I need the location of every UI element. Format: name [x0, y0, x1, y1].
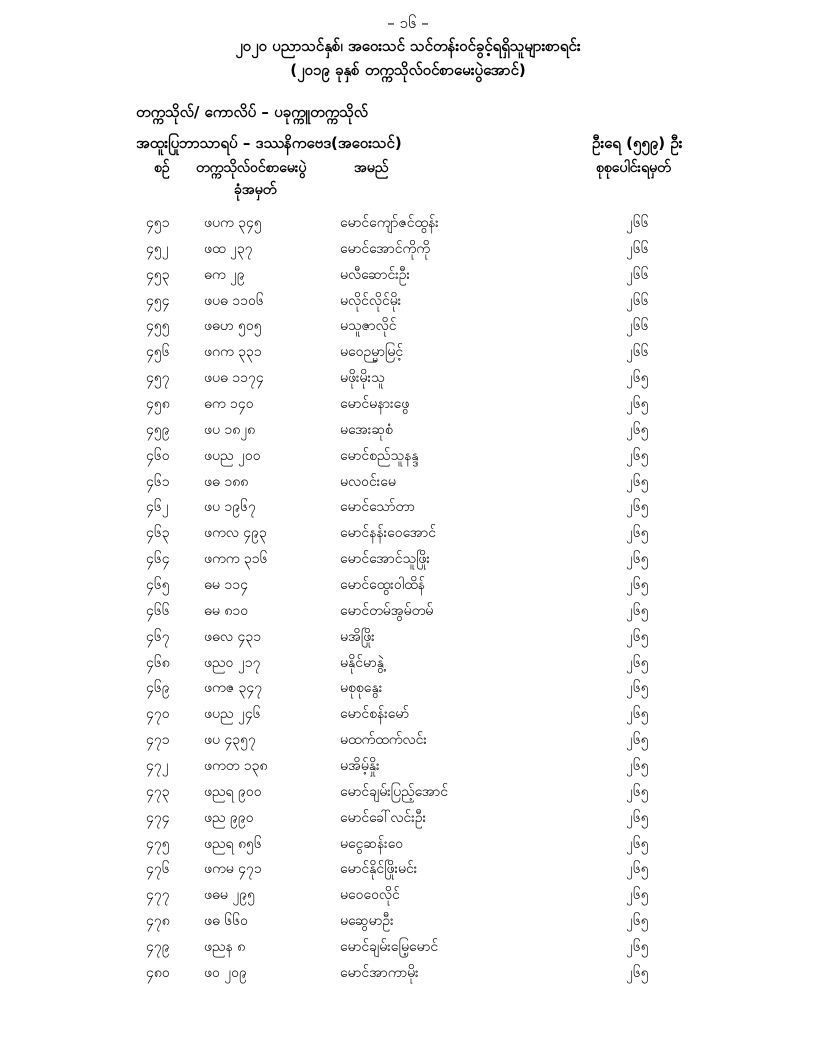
student-name: မသူဇာလိုင်: [340, 318, 397, 335]
total-marks: ၂၆၆: [626, 240, 649, 257]
table-row: [0, 909, 816, 935]
total-marks: ၂၆၆: [626, 318, 649, 335]
row-number: ၄၆၀: [146, 447, 170, 464]
row-number: ၄၆၄: [146, 551, 170, 568]
student-name: မလိုင်လိုင်မိုး: [340, 292, 402, 309]
total-marks: ၂၆၆: [626, 266, 649, 283]
table-row: [0, 495, 816, 521]
student-name: မအေးဆုစံ: [340, 421, 393, 438]
total-marks: ၂၆၅: [626, 861, 649, 878]
total-marks: ၂၆၅: [626, 525, 649, 542]
total-marks: ၂၆၅: [626, 964, 649, 981]
total-marks: ၂၆၅: [626, 939, 649, 956]
column-header-roll-line2: ခုံအမှတ်: [234, 182, 277, 198]
total-marks: ၂၆၅: [626, 732, 649, 749]
roll-number: ဖကက ၃၁၆: [204, 551, 268, 568]
row-number: ၄၇၈: [146, 913, 170, 930]
roll-number: ဓမ ၈၁၀: [204, 602, 249, 619]
student-name: မောင်နန်းဝေအောင်: [340, 525, 437, 542]
table-row: [0, 883, 816, 909]
student-name: မောင်သော်တာ: [340, 499, 415, 516]
total-marks: ၂၆၅: [626, 396, 649, 413]
row-number: ၄၇၆: [146, 861, 170, 878]
table-row: [0, 340, 816, 366]
roll-number: ဖည ၉၉၀: [204, 809, 254, 826]
table-row: [0, 599, 816, 625]
student-name: မအိဖြိုး: [340, 628, 375, 645]
page-number: – ၁၆ –: [387, 14, 429, 32]
table-row: [0, 702, 816, 728]
table-row: [0, 289, 816, 315]
row-number: ၄၆၈: [146, 654, 170, 671]
table-row: [0, 521, 816, 547]
student-name: မစုစုနွေး: [340, 680, 383, 697]
subject-label: အထူးပြုဘာသာရပ် – ဒဿနိကဗေဒ(အဝေးသင်): [136, 134, 402, 152]
row-number: ၄၆၉: [146, 680, 170, 697]
roll-number: ဖကဇ ၃၄၇: [204, 680, 263, 697]
total-marks: ၂၆၅: [626, 499, 649, 516]
roll-number: ဖပ ၄၃၅၇: [204, 732, 256, 749]
table-row: [0, 676, 816, 702]
roll-number: ဖဓမ ၂၉၅: [204, 887, 255, 904]
total-marks: ၂၆၅: [626, 421, 649, 438]
row-number: ၄၆၂: [146, 499, 169, 516]
table-row: [0, 418, 816, 444]
student-name: မောင်ထွေးဝါထိန်: [340, 577, 425, 594]
roll-number: ဖပ ၁၉၆၇: [204, 499, 256, 516]
total-marks: ၂၆၅: [626, 577, 649, 594]
table-row: [0, 547, 816, 573]
roll-number: ဓမ ၁၁၄: [204, 577, 248, 594]
total-marks: ၂၆၅: [626, 370, 649, 387]
row-number: ၄၆၅: [146, 577, 170, 594]
roll-number: ဖဓလ ၄၃၁: [204, 628, 262, 645]
row-number: ၄၅၅: [146, 318, 170, 335]
total-marks: ၂၆၆: [626, 344, 649, 361]
total-marks: ၂၆၅: [626, 551, 649, 568]
column-header-roll: တက္ကသိုလ်ဝင်စာမေးပွဲ: [196, 160, 307, 176]
row-number: ၄၅၂: [146, 240, 169, 257]
student-name: မဆွေမာဦး: [340, 913, 394, 930]
total-marks: ၂၆၅: [626, 473, 649, 490]
roll-number: ဖဓဟ ၅၀၅: [204, 318, 262, 335]
row-number: ၄၅၃: [146, 266, 170, 283]
table-row: [0, 651, 816, 677]
student-name: မောင်တမ်အွမ်တမ်: [340, 602, 434, 619]
roll-number: ဖပည ၂၄၆: [204, 706, 261, 723]
total-marks: ၂၆၅: [626, 835, 649, 852]
roll-number: ဖညဝ ၂၁၇: [204, 654, 261, 671]
total-marks: ၂၆၅: [626, 783, 649, 800]
table-row: [0, 625, 816, 651]
table-row: [0, 237, 816, 263]
table-row: [0, 366, 816, 392]
student-name: မောင်ကျော်ဇင်ထွန်း: [340, 215, 439, 231]
total-marks: ၂၆၅: [626, 447, 649, 464]
student-name: မငွေဆန်းဝေ: [340, 835, 404, 852]
row-number: ၄၇၃: [146, 783, 170, 800]
university-label: တက္ကသိုလ်/ ကောလိပ် – ပခုက္ကူတက္ကသိုလ်: [136, 103, 368, 121]
student-name: မောင်ခေါ်လင်းဦး: [340, 809, 427, 826]
student-name: မအိမ့်နှိုး: [340, 758, 380, 775]
row-number: ၄၇၇: [146, 887, 170, 904]
row-number: ၄၆၁: [146, 473, 170, 490]
table-row: [0, 444, 816, 470]
total-marks: ၂၆၆: [626, 215, 649, 231]
table-row: [0, 806, 816, 832]
table-row: [0, 573, 816, 599]
row-number: ၄၅၉: [146, 421, 170, 438]
total-marks: ၂၆၅: [626, 809, 649, 826]
roll-number: ဖညရ ၉၀၀: [204, 783, 262, 800]
student-name: မောင်စန်းမော်: [340, 706, 410, 723]
student-name: မနိုင်မာနွဲ့: [340, 654, 384, 671]
row-number: ၄၅၆: [146, 344, 170, 361]
student-name: မောင်နိုင်ဖြိုးမင်း: [340, 861, 418, 878]
roll-number: ဖကမ ၄၇၁: [204, 861, 262, 878]
roll-number: ဓက ၁၄၀: [204, 396, 254, 413]
roll-number: ဖဝ ၂၀၉: [204, 964, 247, 981]
student-name: မောင်ချမ်းပြည့်အောင်: [340, 783, 449, 800]
row-number: ၄၇၀: [146, 706, 170, 723]
roll-number: ဖဂက ၃၃၁: [204, 344, 262, 361]
row-number: ၄၅၇: [146, 370, 170, 387]
roll-number: ဖညန ၈: [204, 939, 246, 956]
roll-number: ဖပဓ ၁၁၇၄: [204, 370, 264, 387]
roll-number: ဖပ ၁၈၂၈: [204, 421, 256, 438]
total-marks: ၂၆၅: [626, 887, 649, 904]
student-name: မဝေဝေလိုင်: [340, 887, 400, 904]
student-name: မလီဆောင်းဦး: [340, 266, 411, 283]
table-row: [0, 832, 816, 858]
roll-number: ဖပည ၂၀၀: [204, 447, 261, 464]
total-marks: ၂၆၅: [626, 706, 649, 723]
student-name: မလဝင်းမေ: [340, 473, 396, 490]
roll-number: ဖပက ၃၄၅: [204, 215, 262, 231]
row-number: ၄၇၅: [146, 835, 170, 852]
column-header-name: အမည်: [354, 160, 389, 176]
total-marks: ၂၆၆: [626, 292, 649, 309]
row-number: ၄၅၈: [146, 396, 170, 413]
table-row: [0, 728, 816, 754]
roll-number: ဖဓ ၆၆၀: [204, 913, 248, 930]
total-marks: ၂၆၅: [626, 602, 649, 619]
student-name: မဝေဉမ္မာမြင့်: [340, 344, 404, 361]
student-name: မောင်အာကာမိုး: [340, 964, 419, 981]
total-marks: ၂၆၅: [626, 913, 649, 930]
total-marks: ၂၆၅: [626, 654, 649, 671]
table-row: [0, 961, 816, 987]
document-title: ၂၀၂၀ ပညာသင်နှစ်၊ အဝေးသင် သင်တန်းဝင်ခွင့်ရရှိသူများစာရင်း: [235, 37, 581, 55]
row-number: ၄၆၆: [146, 602, 170, 619]
row-number: ၄၆၇: [146, 628, 170, 645]
table-row: [0, 857, 816, 883]
table-row: [0, 754, 816, 780]
column-header-marks: စုစုပေါင်းရမှတ်: [596, 160, 671, 176]
column-header-no: စဉ်: [154, 160, 170, 176]
roll-number: ဖထ ၂၃၇: [204, 240, 253, 257]
table-row: [0, 263, 816, 289]
row-number: ၄၈၀: [146, 964, 170, 981]
roll-number: ဖကလ ၄၉၃: [204, 525, 267, 542]
roll-number: ဖကတ ၁၃၈: [204, 758, 268, 775]
total-count-label: ဦးရေ (၅၅၉) ဦး: [592, 134, 683, 152]
table-row: [0, 780, 816, 806]
roll-number: ဖပဓ ၁၁၀၆: [204, 292, 264, 309]
table-row: [0, 314, 816, 340]
total-marks: ၂၆၅: [626, 680, 649, 697]
row-number: ၄၇၂: [146, 758, 169, 775]
row-number: ၄၅၄: [146, 292, 170, 309]
row-number: ၄၇၉: [146, 939, 170, 956]
row-number: ၄၅၁: [146, 215, 170, 231]
student-name: မောင်ချမ်းမြေ့မောင်: [340, 939, 439, 956]
row-number: ၄၇၄: [146, 809, 170, 826]
roll-number: ဖဓ ၁၈၈: [204, 473, 249, 490]
results-table: [0, 211, 816, 987]
row-number: ၄၆၃: [146, 525, 170, 542]
row-number: ၄၇၁: [146, 732, 170, 749]
document-subtitle: (၂၀၁၉ ခုနှစ် တက္ကသိုလ်ဝင်စာမေးပွဲအောင်): [290, 61, 526, 79]
table-row: [0, 935, 816, 961]
student-name: မောင်အောင်သူဖြိုး: [340, 551, 430, 568]
table-row: [0, 470, 816, 496]
total-marks: ၂၆၅: [626, 628, 649, 645]
student-name: မထက်ထက်လင်း: [340, 732, 427, 749]
student-name: မဖိုးမိုးသူ: [340, 370, 385, 387]
table-row: [0, 211, 816, 237]
student-name: မောင်မနားဖွေ: [340, 396, 410, 413]
roll-number: ဖညရ ၈၅၆: [204, 835, 262, 852]
total-marks: ၂၆၅: [626, 758, 649, 775]
student-name: မောင်အောင်ကိုကို: [340, 240, 430, 257]
roll-number: ဓက ၂၉: [204, 266, 245, 283]
table-row: [0, 392, 816, 418]
student-name: မောင်စည်သူနန္ဒ: [340, 447, 419, 464]
